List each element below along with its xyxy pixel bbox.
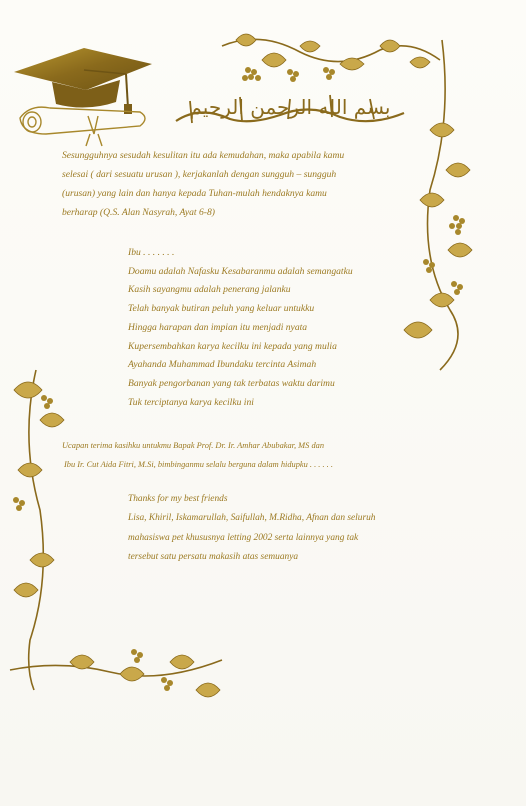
poem-line: Hingga harapan dan impian itu menjadi nyata xyxy=(128,321,308,333)
verse-line: Sesungguhnya sesudah kesulitan itu ada kemudahan, maka apabila kamu xyxy=(62,150,345,161)
poem-line: Kupersembahkan karya kecilku ini kepada yang mulia xyxy=(128,340,337,352)
friends-heading: Thanks for my best friends xyxy=(128,494,228,504)
quran-verse xyxy=(62,146,418,222)
verse-line: berharap (Q.S. Alan Nasyrah, Ayat 6-8) xyxy=(62,207,215,218)
poem-line: Telah banyak butiran peluh yang keluar untukku xyxy=(128,303,315,315)
poem-line: Ibu . . . . . . . xyxy=(128,247,175,258)
verse-line: (urusan) yang lain dan hanya kepada Tuhan-mulah hendaknya kamu xyxy=(62,188,327,199)
dedication-poem xyxy=(128,244,418,412)
poem-line: Kasih sayangmu adalah penerang jalanku xyxy=(128,284,291,296)
supervisor-thanks xyxy=(62,436,442,474)
friends-line: Lisa, Khiril, Iskamarullah, Saifullah, M.Ridha, Afnan dan seluruh xyxy=(128,513,376,524)
poem-line: Ayahanda Muhammad Ibundaku tercinta Asimah xyxy=(128,359,317,371)
thanks-line: Ucapan terima kasihku untukmu Bapak Prof. Dr. Ir. Amhar Abubakar, MS dan xyxy=(62,441,325,450)
bismillah-text: بسم الله الرحمن الرحيم xyxy=(189,95,391,119)
thanks-line: Ibu Ir. Cut Aida Fitri, M.Si, bimbinganmu selalu berguna dalam hidupku . . . . . . xyxy=(64,460,333,469)
poem-line: Banyak pengorbanan yang tak terbatas waktu darimu xyxy=(128,377,335,389)
friends-line: mahasiswa pet khususnya letting 2002 serta lainnya yang tak xyxy=(128,532,359,543)
poem-line: Doamu adalah Nafasku Kesabaranmu adalah semangatku xyxy=(128,265,353,277)
friends-thanks xyxy=(128,490,428,568)
friends-line: tersebut satu persatu makasih atas semuanya xyxy=(128,552,299,563)
verse-line: selesai ( dari sesuatu urusan ), kerjakanlah dengan sungguh – sungguh xyxy=(62,169,337,180)
poem-line: Tuk terciptanya karya kecilku ini xyxy=(128,396,254,408)
